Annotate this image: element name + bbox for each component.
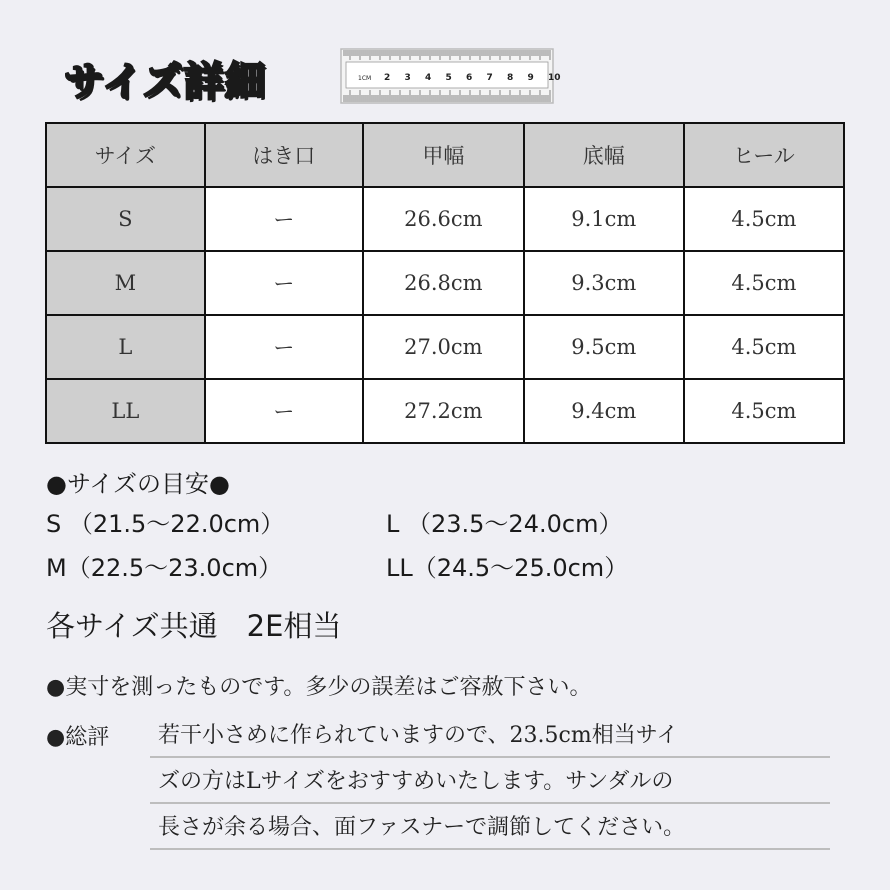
- review-line: ズの方はLサイズをおすすめいたします。サンダルの: [150, 758, 830, 804]
- table-cell: 4.5cm: [684, 187, 844, 251]
- review-label: ●総評: [46, 725, 110, 750]
- ruler-number: 4: [425, 73, 432, 83]
- ruler-unit-label: 1CM: [358, 75, 372, 82]
- review-line: 長さが余る場合、面ファスナーで調節してください。: [150, 804, 830, 850]
- table-row: [46, 315, 844, 379]
- table-cell: 27.0cm: [363, 315, 524, 379]
- table-cell: 4.5cm: [684, 315, 844, 379]
- header-instep-width: 甲幅: [363, 123, 524, 187]
- table-cell: ー: [205, 379, 363, 443]
- size-guide-row: [46, 546, 628, 590]
- header-size: サイズ: [46, 123, 205, 187]
- ruler-number: 3: [404, 73, 411, 83]
- table-cell: 4.5cm: [684, 251, 844, 315]
- table-cell: 9.1cm: [524, 187, 684, 251]
- size-table: [45, 122, 845, 444]
- review-text: [150, 712, 830, 850]
- row-size-label: M: [46, 251, 205, 315]
- ruler-number: 10: [548, 73, 561, 83]
- table-cell: 9.4cm: [524, 379, 684, 443]
- header-sole-width: 底幅: [524, 123, 684, 187]
- table-header-row: [46, 123, 844, 187]
- header-opening: はき口: [205, 123, 363, 187]
- table-cell: ー: [205, 315, 363, 379]
- common-width-note: 各サイズ共通 2E相当: [46, 609, 342, 643]
- ruler-icon: [340, 48, 561, 104]
- size-guide-item: S （21.5～22.0cm）: [46, 510, 285, 538]
- size-guide-item: L （23.5～24.0cm）: [386, 510, 623, 538]
- table-cell: 26.8cm: [363, 251, 524, 315]
- row-size-label: LL: [46, 379, 205, 443]
- ruler-number: 2: [384, 73, 391, 83]
- table-row: [46, 251, 844, 315]
- table-cell: ー: [205, 187, 363, 251]
- measurement-note: ●実寸を測ったものです。多少の誤差はご容赦下さい。: [46, 675, 592, 700]
- ruler-number: 9: [527, 73, 534, 83]
- review-line: 若干小さめに作られていますので、23.5cm相当サイ: [150, 712, 830, 758]
- table-cell: 26.6cm: [363, 187, 524, 251]
- ruler-number: 6: [466, 73, 473, 83]
- ruler-number: 7: [486, 73, 493, 83]
- table-cell: ー: [205, 251, 363, 315]
- size-guide: [46, 462, 628, 590]
- table-row: [46, 187, 844, 251]
- size-guide-heading: ●サイズの目安●: [46, 470, 230, 498]
- table-row: [46, 379, 844, 443]
- table-cell: 4.5cm: [684, 379, 844, 443]
- table-cell: 9.3cm: [524, 251, 684, 315]
- size-guide-item: LL（24.5～25.0cm）: [386, 554, 629, 582]
- size-guide-item: M（22.5～23.0cm）: [46, 554, 283, 582]
- row-size-label: S: [46, 187, 205, 251]
- size-guide-row: [46, 502, 628, 546]
- header-heel: ヒール: [684, 123, 844, 187]
- table-cell: 9.5cm: [524, 315, 684, 379]
- title-row: [64, 46, 266, 110]
- row-size-label: L: [46, 315, 205, 379]
- ruler-number: 8: [507, 73, 514, 83]
- page-title: サイズ詳細: [64, 58, 266, 105]
- table-cell: 27.2cm: [363, 379, 524, 443]
- ruler-number: 5: [445, 73, 452, 83]
